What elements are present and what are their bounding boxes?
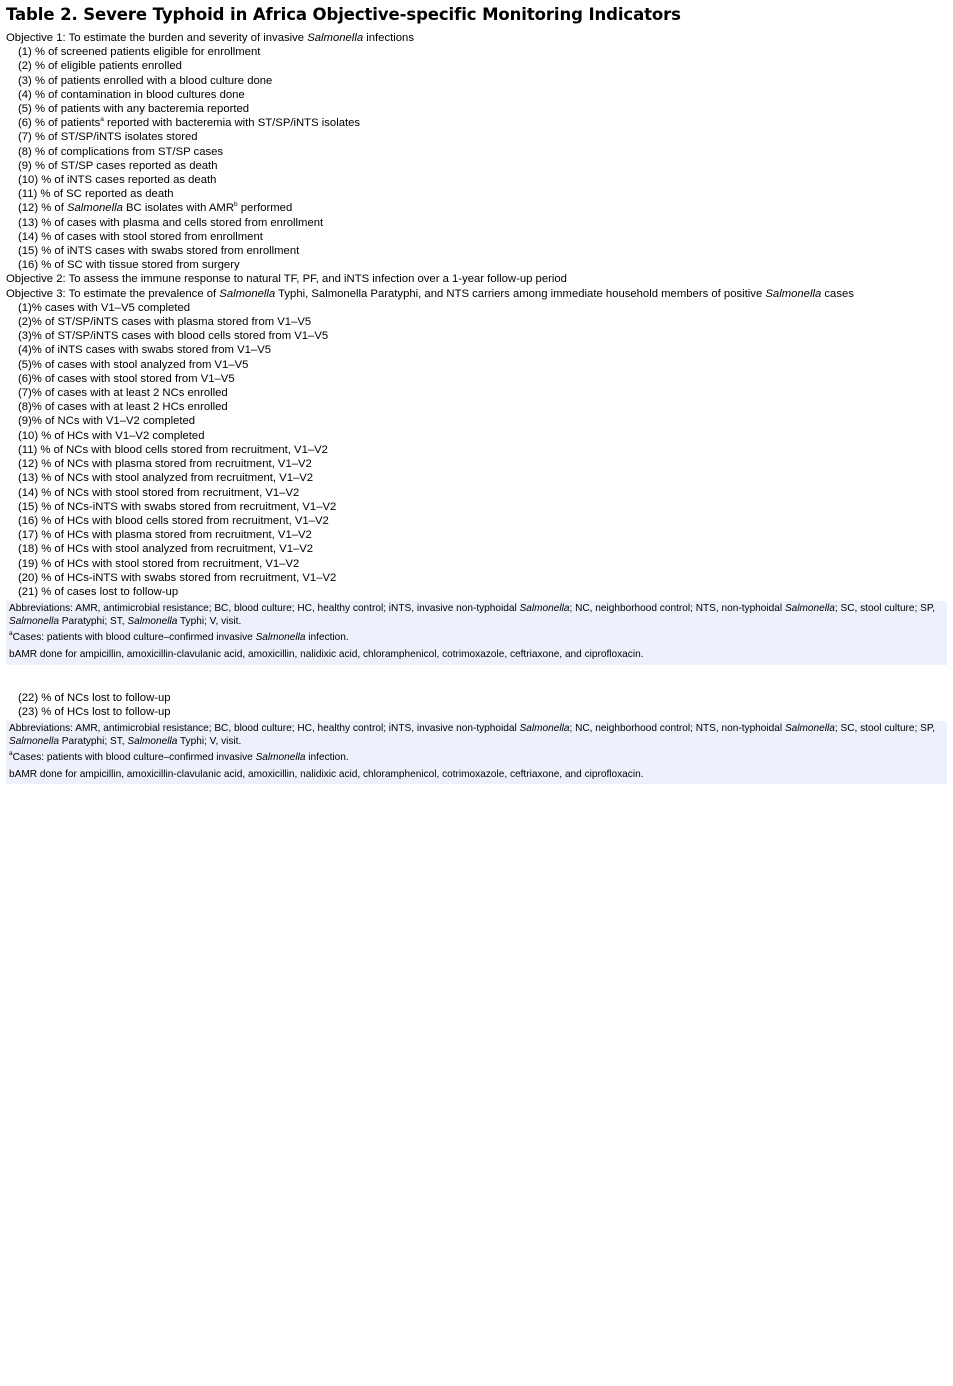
list-item: (12) % of NCs with plasma stored from recruitment, V1–V2: [18, 458, 312, 471]
list-item: (7)% of cases with at least 2 NCs enrolled: [18, 387, 228, 400]
list-item: (14) % of NCs with stool stored from recruitment, V1–V2: [18, 486, 300, 499]
list-item: (22) % of NCs lost to follow-up: [18, 691, 171, 704]
objective-1-text: Objective 1: To estimate the burden and severity of invasive: [6, 32, 308, 44]
footnote-b: bAMR done for ampicillin, amoxicillin-clavulanic acid, amoxicillin, nalidixic acid, chloramphenicol, cotrimoxazole, ceftriaxone, and ciprofloxacin.: [9, 768, 644, 780]
indicator-1-16: (16) % of SC with tissue stored from surgery: [18, 259, 240, 272]
footnote-a-marker: a: [9, 750, 13, 758]
list-item: (8)% of cases with at least 2 HCs enrolled: [18, 401, 228, 414]
abbr-organism-4: Salmonella: [127, 735, 178, 747]
list-item: (6)% of cases with stool stored from V1–V5: [18, 372, 235, 385]
indicator-1-8: (8) % of complications from ST/SP cases: [18, 145, 224, 158]
abbr-text-5: Typhi; V, visit.: [177, 615, 242, 627]
footnote-marker-b: b: [234, 201, 238, 209]
footnote-marker-a: a: [100, 116, 104, 124]
list-item: (5)% of cases with stool analyzed from V1–V5: [18, 358, 249, 371]
indicator-1-4: (4) % of contamination in blood cultures done: [18, 88, 245, 101]
objective-3-text: Objective 3: To estimate the prevalence of: [6, 287, 220, 300]
indicator-1-6-text: (6) % of patients: [18, 117, 101, 130]
document-page: [6, 5, 947, 784]
abbreviations-note: [9, 723, 943, 748]
objective-1-text-end: infections: [363, 32, 414, 44]
abbr-text-3: ; SC, stool culture; SP,: [834, 603, 936, 615]
abbr-text-2: ; NC, neighborhood control; NTS, non-typhoidal: [569, 603, 785, 615]
list-item: (19) % of HCs with stool stored from recruitment, V1–V2: [18, 557, 300, 570]
list-item: (23) % of HCs lost to follow-up: [18, 705, 171, 718]
table-footnotes: [6, 601, 947, 664]
list-item: (17) % of HCs with plasma stored from recruitment, V1–V2: [18, 529, 312, 542]
list-item: (2)% of ST/SP/iNTS cases with plasma stored from V1–V5: [18, 316, 312, 329]
indicator-1-5: (5) % of patients with any bacteremia reported: [18, 103, 250, 116]
list-item: (15) % of NCs-iNTS with swabs stored from recruitment, V1–V2: [18, 500, 337, 513]
footnote-a: [9, 752, 943, 765]
indicator-1-3: (3) % of patients enrolled with a blood culture done: [18, 74, 273, 87]
indicator-1-6-text-end: reported with bacteremia with ST/SP/iNTS isolates: [103, 117, 361, 130]
footnote-b: bAMR done for ampicillin, amoxicillin-clavulanic acid, amoxicillin, nalidixic acid, chloramphenicol, cotrimoxazole, ceftriaxone, and ciprofloxacin.: [9, 648, 644, 660]
abbr-organism-3: Salmonella: [9, 735, 59, 747]
abbr-organism-2: Salmonella: [784, 603, 835, 615]
footnote-a-text: Cases: patients with blood culture–confirmed invasive: [12, 752, 256, 764]
objective-1-heading: [6, 31, 947, 45]
abbr-text-2: ; NC, neighborhood control; NTS, non-typhoidal: [569, 722, 785, 734]
footnote-a-marker: a: [9, 630, 13, 638]
footnote-a-text: Cases: patients with blood culture–confirmed invasive: [12, 632, 256, 644]
objective-3-organism: Salmonella: [219, 287, 276, 300]
objective-3-organism-2: Salmonella: [765, 287, 822, 300]
abbr-organism-1: Salmonella: [519, 603, 570, 615]
abbr-text-3: ; SC, stool culture; SP,: [834, 722, 936, 734]
section-gap: [6, 665, 947, 691]
list-item: (11) % of NCs with blood cells stored from recruitment, V1–V2: [18, 443, 328, 456]
list-item: (9)% of NCs with V1–V2 completed: [18, 415, 196, 428]
list-item: (16) % of HCs with blood cells stored from recruitment, V1–V2: [18, 514, 329, 527]
objective-3-heading: [6, 287, 947, 301]
list-item: (4)% of iNTS cases with swabs stored from V1–V5: [18, 344, 272, 357]
indicator-1-7: (7) % of ST/SP/iNTS isolates stored: [18, 131, 198, 144]
footnote-a-organism: Salmonella: [255, 752, 306, 764]
list-item: (21) % of cases lost to follow-up: [18, 585, 179, 598]
objective-1-organism: Salmonella: [307, 32, 364, 44]
abbr-organism-3: Salmonella: [9, 615, 59, 627]
indicator-1-1: (1) % of screened patients eligible for enrollment: [18, 46, 261, 59]
objective-3-text-mid: Typhi, Salmonella Paratyphi, and NTS carriers among immediate household members of positive: [275, 287, 766, 300]
abbr-organism-2: Salmonella: [784, 722, 835, 734]
objective-3-indicator-list: [6, 301, 947, 599]
abbr-text-4: Paratyphi; ST,: [58, 615, 128, 627]
indicator-1-12-organism: Salmonella: [66, 202, 123, 215]
abbr-organism-1: Salmonella: [519, 722, 570, 734]
footnote-a-end: infection.: [305, 632, 349, 644]
footnote-a: [9, 632, 943, 645]
objective-3-text-end: cases: [821, 287, 854, 300]
abbr-text-1: Abbreviations: AMR, antimicrobial resistance; BC, blood culture; HC, healthy control; iNTS, invasive non-typhoidal: [9, 722, 520, 734]
indicator-1-13: (13) % of cases with plasma and cells stored from enrollment: [18, 216, 324, 229]
indicator-1-11: (11) % of SC reported as death: [18, 188, 174, 201]
indicator-1-14: (14) % of cases with stool stored from enrollment: [18, 230, 263, 243]
abbr-text-5: Typhi; V, visit.: [177, 735, 242, 747]
list-item: (3)% of ST/SP/iNTS cases with blood cells stored from V1–V5: [18, 330, 329, 343]
footnote-a-organism: Salmonella: [255, 632, 306, 644]
indicator-1-9: (9) % of ST/SP cases reported as death: [18, 159, 218, 172]
list-item: (20) % of HCs-iNTS with swabs stored from recruitment, V1–V2: [18, 571, 337, 584]
table-title: Table 2. Severe Typhoid in Africa Objective-specific Monitoring Indicators: [6, 5, 681, 24]
indicator-1-12: [6, 201, 947, 215]
indicator-1-12-text-end: performed: [237, 202, 293, 215]
objective-2-heading: Objective 2: To assess the immune response to natural TF, PF, and iNTS infection over a 1-year follow-up period: [6, 273, 567, 286]
indicator-1-2: (2) % of eligible patients enrolled: [18, 60, 182, 73]
indicator-1-12-text-mid: BC isolates with AMR: [122, 202, 234, 215]
abbr-text-1: Abbreviations: AMR, antimicrobial resistance; BC, blood culture; HC, healthy control; iNTS, invasive non-typhoidal: [9, 603, 520, 615]
abbr-organism-4: Salmonella: [127, 615, 178, 627]
list-item: (13) % of NCs with stool analyzed from recruitment, V1–V2: [18, 472, 314, 485]
abbr-text-4: Paratyphi; ST,: [58, 735, 128, 747]
footnote-a-end: infection.: [305, 752, 349, 764]
abbreviations-note: [9, 603, 943, 628]
indicator-1-6: [6, 116, 947, 130]
list-item: (1)% cases with V1–V5 completed: [18, 301, 191, 314]
list-item: (10) % of HCs with V1–V2 completed: [18, 429, 205, 442]
list-item: (18) % of HCs with stool analyzed from recruitment, V1–V2: [18, 543, 314, 556]
table-footnotes-repeat: [6, 721, 947, 784]
objective-3-indicator-list-continued: [6, 691, 947, 719]
indicator-1-10: (10) % of iNTS cases reported as death: [18, 174, 217, 187]
indicator-1-12-text: (12) % of: [18, 202, 67, 215]
indicator-1-15: (15) % of iNTS cases with swabs stored from enrollment: [18, 245, 300, 258]
